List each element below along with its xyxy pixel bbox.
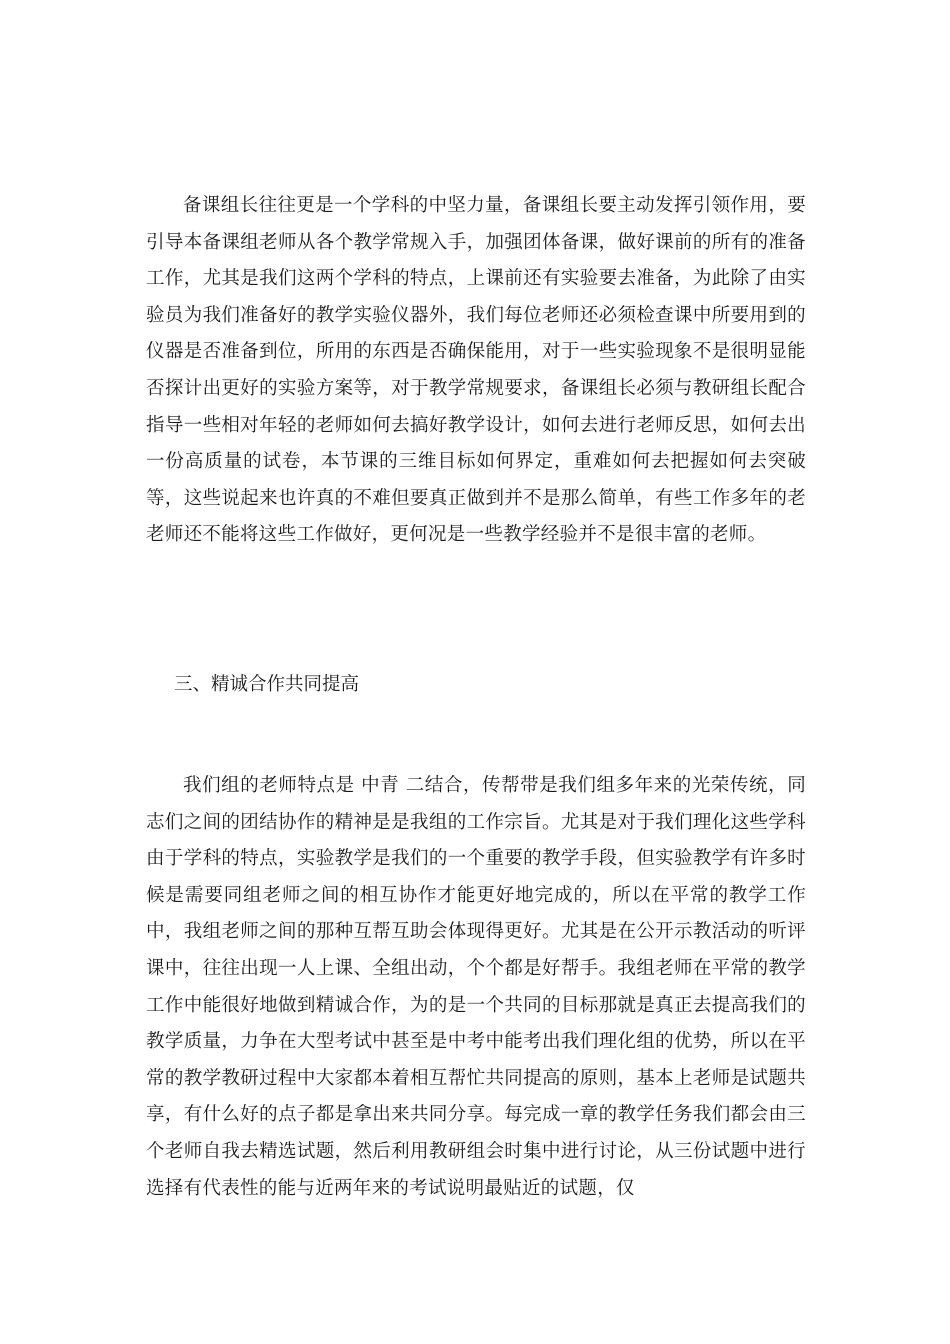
section-heading: 三、精诚合作共同提高	[174, 674, 360, 695]
body-paragraph-cooperation: 我们组的老师特点是 中青 二结合，传帮带是我们组多年来的光荣传统，同志们之间的团结协作的精神是是我组的工作宗旨。尤其是对于我们理化这些学科由于学科的特点，实验教学是我们的一个重要的教学手段，但实验教学有许多时候是需要同组老师之间的相互协作才能更好地完成的，所以在平常的教学工作中，我组老师之间的那种互帮互助会体现得更好。尤其是在公开示教活动的听评课中，往往出现一人上课、全组出动，个个都是好帮手。我组老师在平常的教学工作中能很好地做到精诚合作，为的是一个共同的目标那就是真正去提高我们的教学质量，力争在大型考试中甚至是中考中能考出我们理化组的优势，所以在平常的教学教研过程中大家都本着相互帮忙共同提高的原则，基本上老师是试题共享，有什么好的点子都是拿出来共同分享。每完成一章的教学任务我们都会由三个老师自我去精选试题，然后利用教研组会时集中进行讨论，从三份试题中进行选择有代表性的能与近两年来的考试说明最贴近的试题，仅	[146, 775, 806, 1199]
body-paragraph-lesson-prep: 备课组长往往更是一个学科的中坚力量，备课组长要主动发挥引领作用，要引导本备课组老师从各个教学常规入手，加强团体备课，做好课前的所有的准备工作，尤其是我们这两个学科的特点，上课前还有实验要去准备，为此除了由实验员为我们准备好的教学实验仪器外，我们每位老师还必须检查课中所要用到的仪器是否准备到位，所用的东西是否确保能用，对于一些实验现象不是很明显能否探计出更好的实验方案等，对于教学常规要求，备课组长必须与教研组长配合指导一些相对年轻的老师如何去搞好教学设计，如何去进行老师反思，如何去出一份高质量的试卷，本节课的三维目标如何界定，重难如何去把握如何去突破等，这些说起来也许真的不难但要真正做到并不是那么简单，有些工作多年的老老师还不能将这些工作做好，更何况是一些教学经验并不是很丰富的老师。	[146, 195, 806, 546]
